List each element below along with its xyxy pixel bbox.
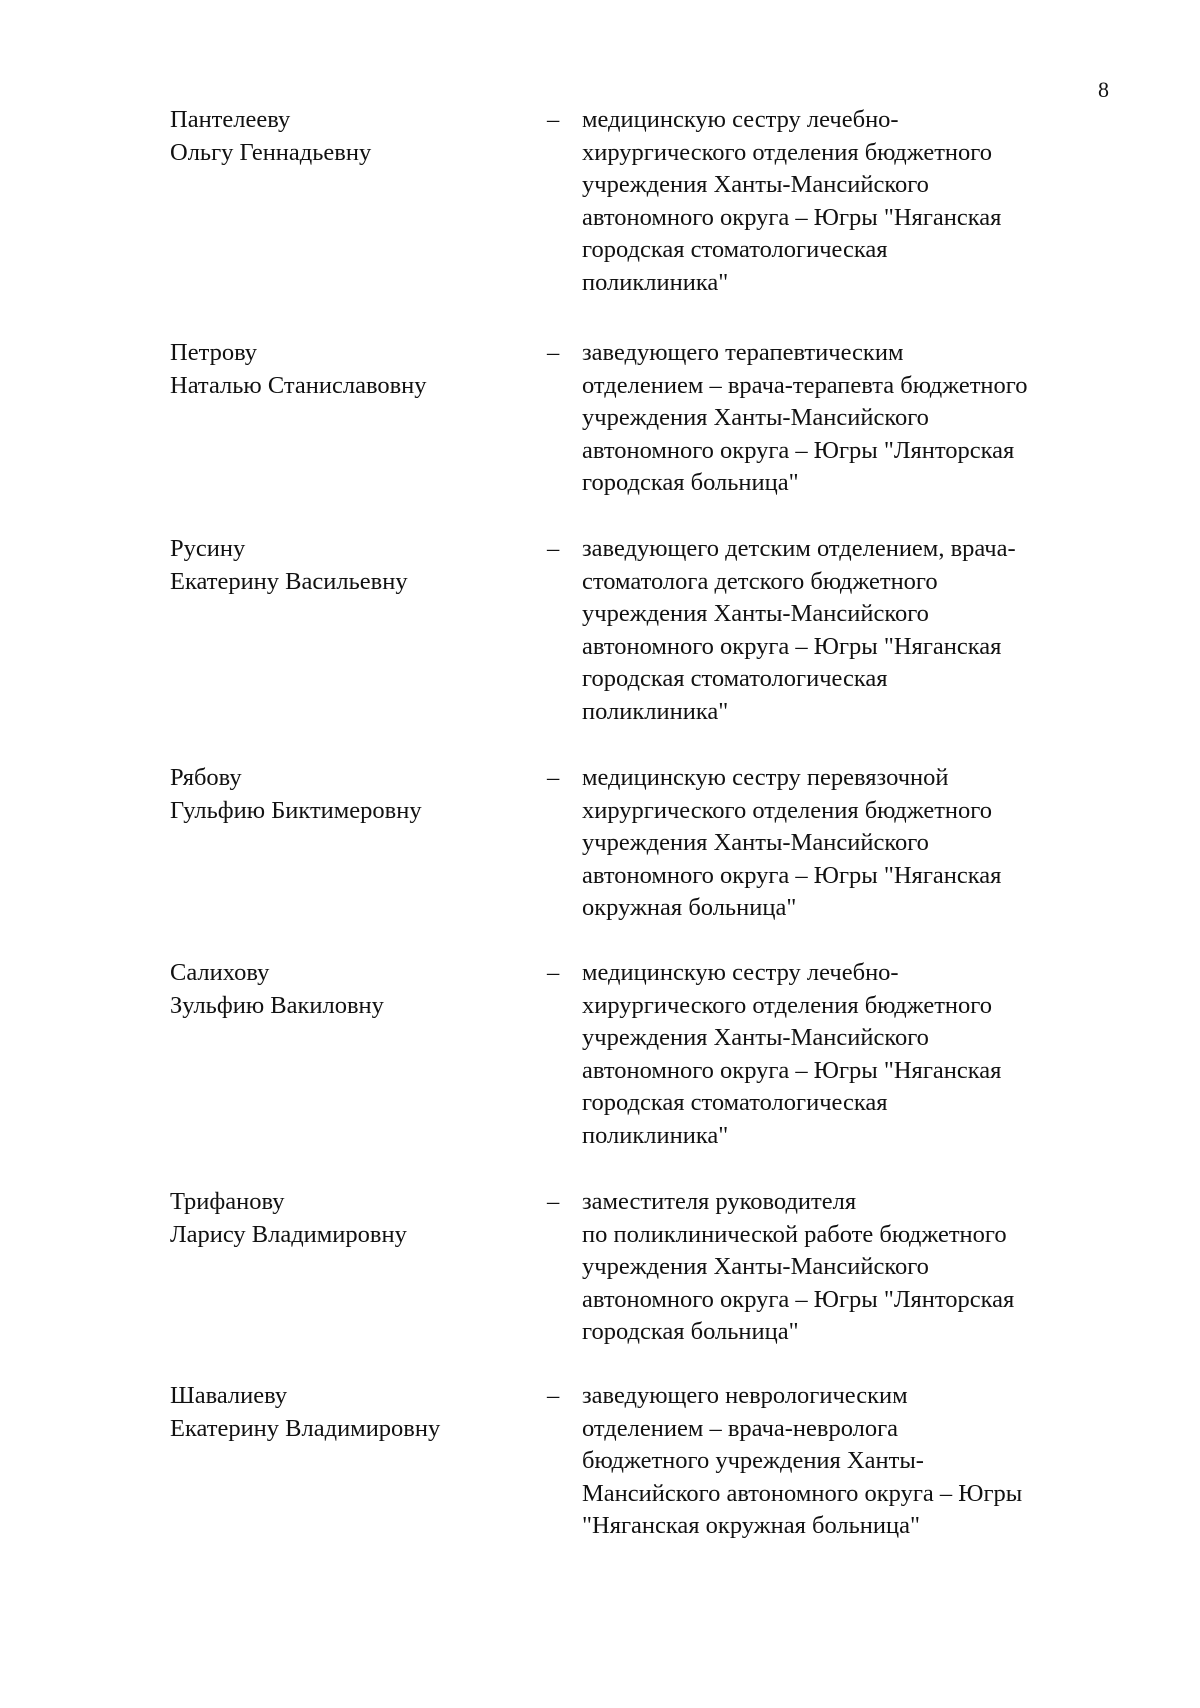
surname: Салихову xyxy=(170,959,270,986)
surname: Шавалиеву xyxy=(170,1382,288,1409)
position-line: окружная больница" xyxy=(582,894,797,921)
position-line: заведующего терапевтическим xyxy=(582,339,904,366)
person-name xyxy=(170,957,520,1022)
position-line: учреждения Ханты-Мансийского xyxy=(582,600,929,627)
position-line: бюджетного учреждения Ханты- xyxy=(582,1447,924,1474)
given-names: Наталью Станиславовну xyxy=(170,371,427,399)
position-description xyxy=(582,1380,1122,1543)
given-names: Ларису Владимировну xyxy=(170,1220,407,1248)
surname: Пантелееву xyxy=(170,106,291,133)
person-name xyxy=(170,762,520,827)
position-line: автономного округа – Югры "Лянторская xyxy=(582,436,1015,464)
given-names: Гульфию Биктимеровну xyxy=(170,796,422,824)
page-number: 8 xyxy=(1098,77,1109,102)
surname: Петрову xyxy=(170,339,258,366)
position-line: хирургического отделения бюджетного xyxy=(582,138,992,166)
person-name xyxy=(170,337,520,402)
position-description xyxy=(582,104,1122,299)
position-line: автономного округа – Югры "Няганская xyxy=(582,632,1002,660)
surname: Трифанову xyxy=(170,1188,285,1215)
position-line: Мансийского автономного округа – Югры xyxy=(582,1479,1023,1507)
position-line: городская стоматологическая xyxy=(582,1089,888,1116)
position-line: отделением – врача-невролога xyxy=(582,1414,899,1442)
position-line: автономного округа – Югры "Лянторская xyxy=(582,1285,1015,1313)
position-line: стоматолога детского бюджетного xyxy=(582,567,938,595)
position-line: медицинскую сестру перевязочной xyxy=(582,764,949,791)
position-line: медицинскую сестру лечебно- xyxy=(582,959,899,986)
position-description xyxy=(582,957,1122,1152)
given-names: Екатерину Васильевну xyxy=(170,567,408,595)
position-line: поликлиника" xyxy=(582,697,729,725)
given-names: Ольгу Геннадьевну xyxy=(170,138,372,166)
given-names: Екатерину Владимировну xyxy=(170,1414,441,1442)
position-line: по поликлинической работе бюджетного xyxy=(582,1220,1007,1248)
position-line: учреждения Ханты-Мансийского xyxy=(582,1253,929,1280)
position-description xyxy=(582,533,1122,728)
position-line: городская стоматологическая xyxy=(582,665,888,692)
position-line: хирургического отделения бюджетного xyxy=(582,796,992,824)
person-name xyxy=(170,1186,520,1251)
position-line: заведующего детским отделением, врача- xyxy=(582,535,1016,562)
position-line: учреждения Ханты-Мансийского xyxy=(582,404,929,431)
position-line: хирургического отделения бюджетного xyxy=(582,991,992,1019)
position-line: медицинскую сестру лечебно- xyxy=(582,106,899,133)
person-name xyxy=(170,104,520,169)
position-line: городская стоматологическая xyxy=(582,236,888,263)
position-line: учреждения Ханты-Мансийского xyxy=(582,171,929,198)
position-line: "Няганская окружная больница" xyxy=(582,1512,920,1539)
person-name xyxy=(170,1380,520,1445)
dash-separator: – xyxy=(547,106,560,133)
position-line: учреждения Ханты-Мансийского xyxy=(582,829,929,856)
position-description xyxy=(582,1186,1122,1349)
dash-separator: – xyxy=(547,959,560,986)
dash-separator: – xyxy=(547,764,560,791)
dash-separator: – xyxy=(547,535,560,562)
position-description xyxy=(582,337,1122,500)
position-line: заместителя руководителя xyxy=(582,1188,857,1215)
position-line: заведующего неврологическим xyxy=(582,1382,908,1409)
position-line: городская больница" xyxy=(582,469,799,496)
position-line: городская больница" xyxy=(582,1318,799,1345)
surname: Русину xyxy=(170,535,246,562)
dash-separator: – xyxy=(547,1382,560,1409)
position-line: отделением – врача-терапевта бюджетного xyxy=(582,371,1028,399)
position-description xyxy=(582,762,1122,925)
dash-separator: – xyxy=(547,1188,560,1215)
position-line: поликлиника" xyxy=(582,268,729,296)
position-line: поликлиника" xyxy=(582,1121,729,1149)
dash-separator: – xyxy=(547,339,560,366)
position-line: автономного округа – Югры "Няганская xyxy=(582,203,1002,231)
given-names: Зульфию Вакиловну xyxy=(170,991,384,1019)
position-line: учреждения Ханты-Мансийского xyxy=(582,1024,929,1051)
person-name xyxy=(170,533,520,598)
position-line: автономного округа – Югры "Няганская xyxy=(582,861,1002,889)
surname: Рябову xyxy=(170,764,242,791)
position-line: автономного округа – Югры "Няганская xyxy=(582,1056,1002,1084)
